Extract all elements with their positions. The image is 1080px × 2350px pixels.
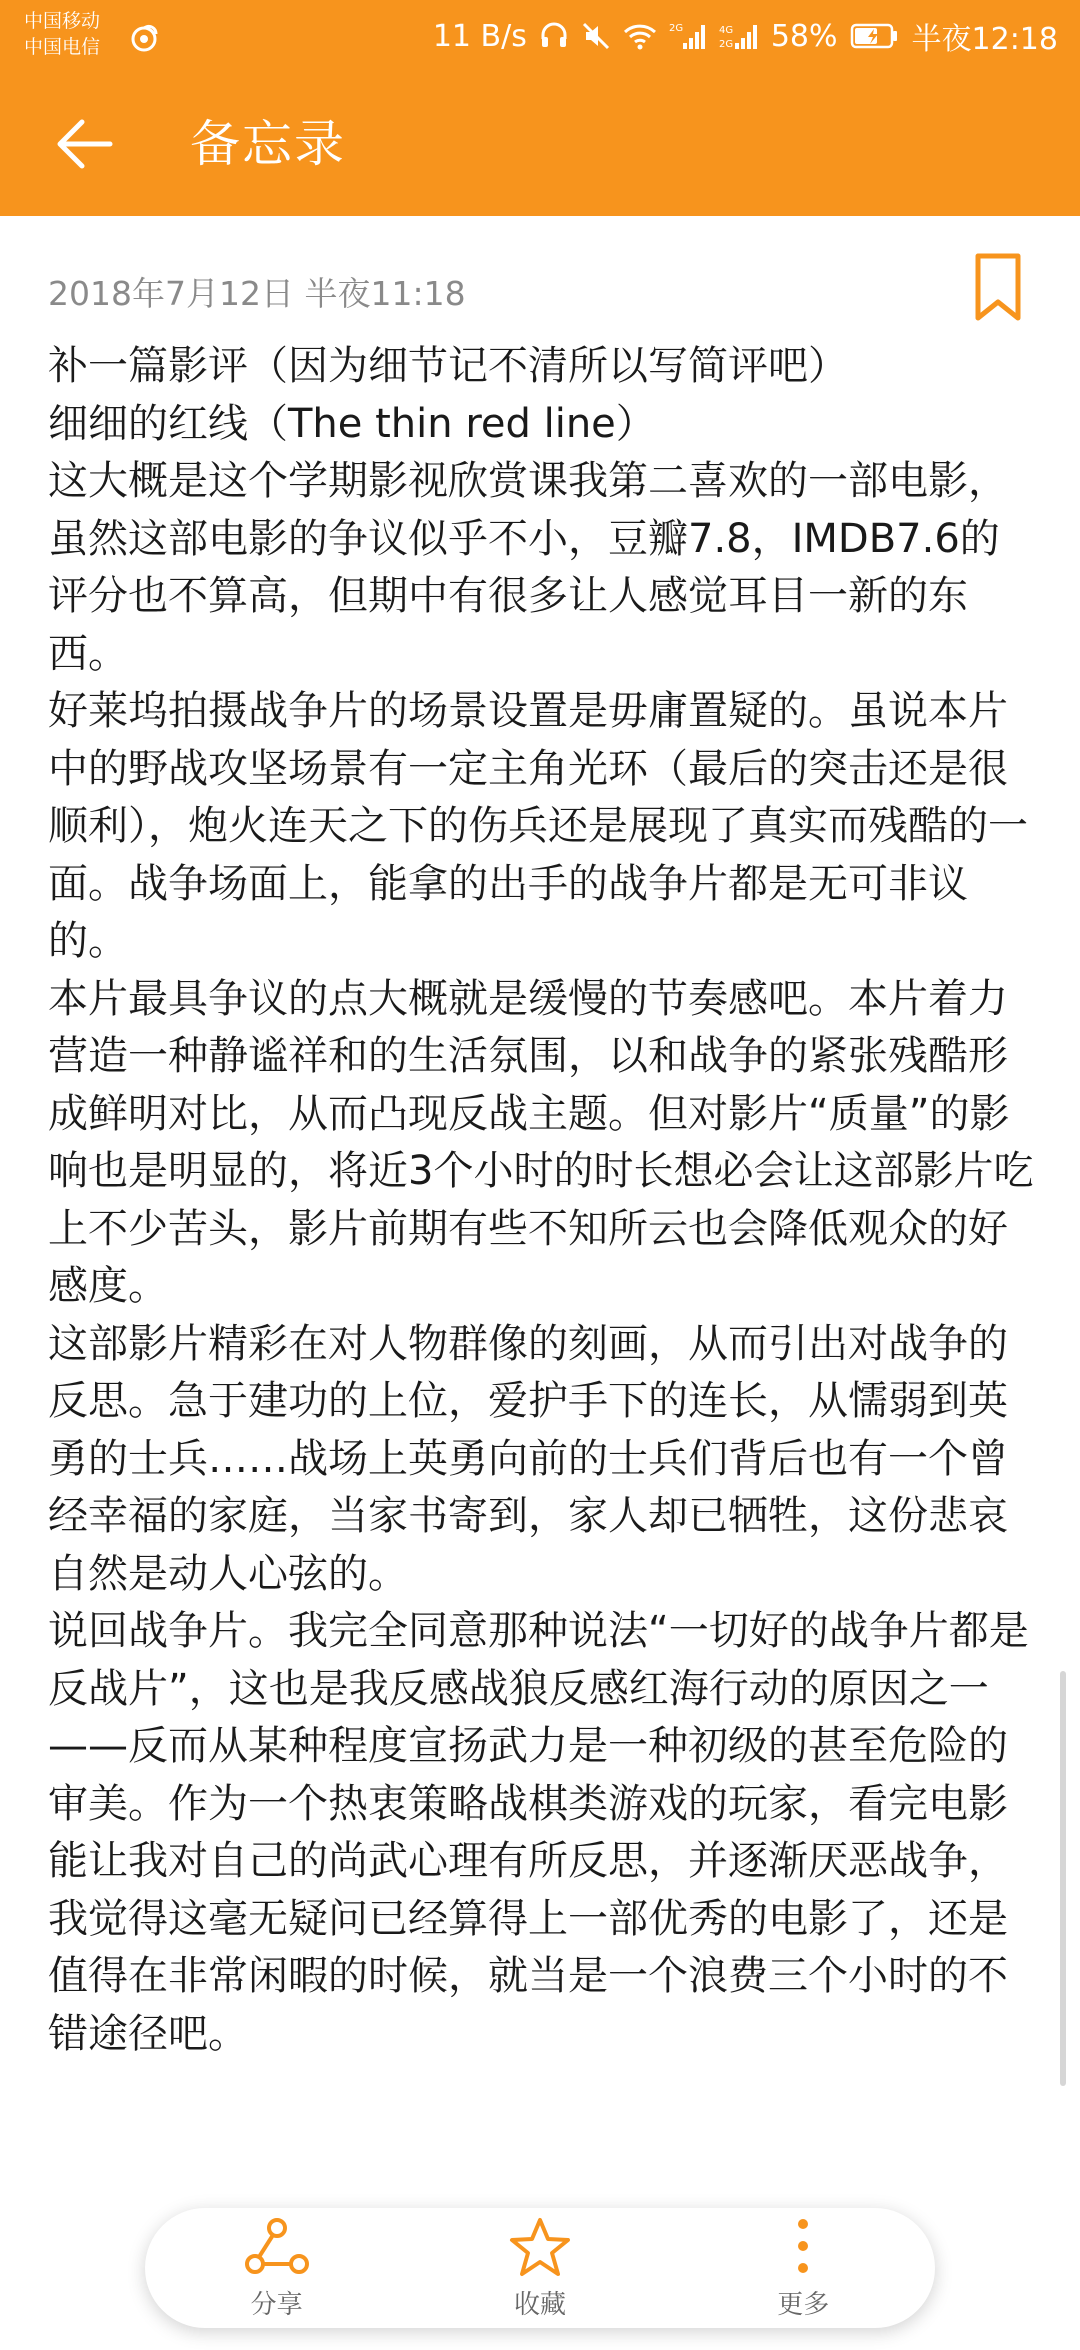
star-icon bbox=[507, 2216, 573, 2278]
note-content bbox=[0, 216, 1080, 2350]
more-button[interactable] bbox=[713, 2213, 893, 2323]
note-paragraph: 这部影片精彩在对人物群像的刻画，从而引出对战争的反思。急于建功的上位，爱护手下的连长，从懦弱到英勇的士兵……战场上英勇向前的士兵们背后也有一个曾经幸福的家庭，当家书寄到，家人却已牺牲，这份悲哀自然是动人心弦的。 bbox=[48, 1320, 1008, 1597]
wifi-icon bbox=[623, 22, 657, 50]
headset-icon bbox=[539, 21, 569, 51]
note-paragraph: 好莱坞拍摄战争片的场景设置是毋庸置疑的。虽说本片中的野战攻坚场景有一定主角光环（最后的突击还是很顺利），炮火连天之下的伤兵还是展现了真实而残酷的一面。战争场面上，能拿的出手的战争片都是无可非议的。 bbox=[48, 688, 1028, 964]
svg-text:2G: 2G bbox=[668, 23, 683, 34]
more-label: 更多 bbox=[777, 2289, 830, 2320]
carrier-info bbox=[24, 8, 100, 60]
note-paragraph: 本片最具争议的点大概就是缓慢的节奏感吧。本片着力营造一种静谧祥和的生活氛围，以和战争的紧张残酷形成鲜明对比，从而凸现反战主题。但对影片“质量”的影响也是明显的，将近3个小时的时长想必会让这部影片吃上不少苦头，影片前期有些不知所云也会降低观众的好感度。 bbox=[48, 975, 1034, 1309]
mute-icon bbox=[581, 21, 611, 51]
battery-icon bbox=[850, 22, 900, 50]
back-button[interactable] bbox=[28, 104, 140, 184]
signal-2g-icon bbox=[669, 21, 707, 51]
signal-4g-icon bbox=[719, 21, 759, 51]
status-indicators bbox=[433, 16, 1058, 56]
svg-text:2G: 2G bbox=[718, 39, 733, 50]
note-paragraph: 说回战争片。我完全同意那种说法“一切好的战争片都是反战片”，这也是我反感战狼反感红海行动的原因之一——反而从某种程度宣扬武力是一种初级的甚至危险的审美。作为一个热衷策略战棋类游戏的玩家，看完电影能让我对自己的尚武心理有所反思，并逐渐厌恶战争，我觉得这毫无疑问已经算得上一部优秀的电影了，还是值得在非常闲暇的时候，就当是一个浪费三个小时的不错途径吧。 bbox=[48, 1608, 1029, 2057]
svg-text:4G: 4G bbox=[718, 25, 733, 36]
note-body[interactable] bbox=[48, 338, 1038, 2063]
scrollbar[interactable] bbox=[1060, 1671, 1066, 2086]
note-paragraph: 细细的红线（The thin red line） bbox=[48, 400, 656, 447]
note-paragraph: 补一篇影评（因为细节记不清所以写简评吧） bbox=[48, 343, 848, 389]
share-button[interactable] bbox=[187, 2213, 367, 2323]
battery-percent: 58% bbox=[770, 18, 838, 54]
app-bar bbox=[0, 0, 1080, 216]
carrier-label-1: 中国移动 bbox=[24, 10, 101, 32]
more-vertical-icon bbox=[793, 2216, 813, 2278]
share-label: 分享 bbox=[250, 2289, 303, 2320]
share-icon bbox=[245, 2216, 309, 2278]
status-bar bbox=[0, 0, 1080, 72]
carrier-label-2: 中国电信 bbox=[24, 36, 101, 58]
note-date: 2018年7月12日 半夜11:18 bbox=[48, 274, 466, 313]
network-speed: 11 B/s bbox=[432, 18, 527, 54]
favorite-button[interactable] bbox=[450, 2213, 630, 2323]
toolbar bbox=[0, 72, 1080, 216]
hd-call-icon bbox=[128, 22, 160, 54]
bottom-action-bar bbox=[145, 2208, 935, 2328]
back-arrow-icon bbox=[54, 118, 114, 170]
bookmark-icon[interactable] bbox=[970, 252, 1026, 324]
clock: 半夜12:18 bbox=[911, 22, 1058, 57]
favorite-label: 收藏 bbox=[513, 2289, 566, 2320]
page-title: 备忘录 bbox=[190, 115, 346, 173]
note-paragraph: 这大概是这个学期影视欣赏课我第二喜欢的一部电影，虽然这部电影的争议似乎不小，豆瓣7.8，IMDB7.6的评分也不算高，但期中有很多让人感觉耳目一新的东西。 bbox=[48, 458, 1008, 677]
